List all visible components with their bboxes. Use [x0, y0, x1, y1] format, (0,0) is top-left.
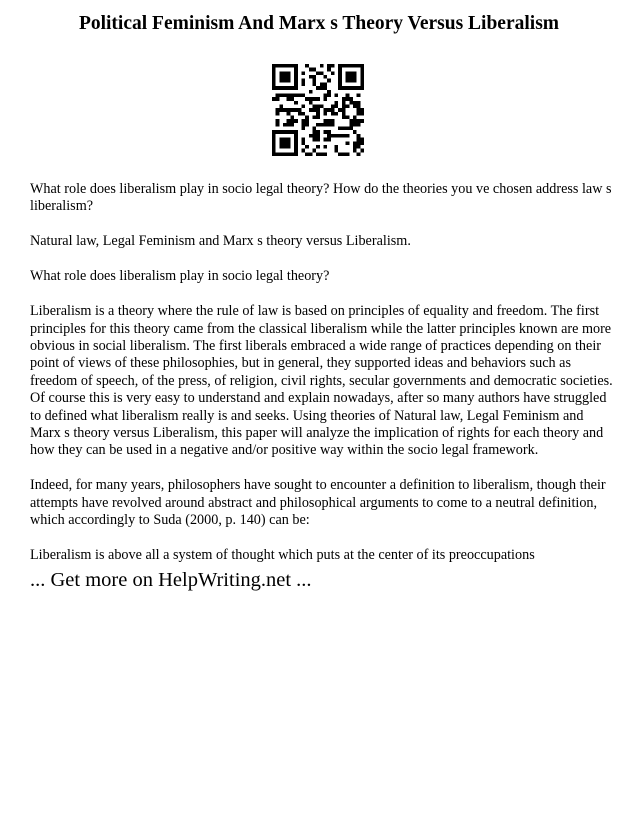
get-more-link[interactable]: ... Get more on HelpWriting.net ... — [30, 569, 312, 591]
qr-code-icon — [272, 64, 364, 156]
paragraph-liberalism-theory: Liberalism is a theory where the rule of law is based on principles of equality and freedom. The first principles for this theory came from the classical liberalism while the latter principles known are more obvious in social liberalism. The first liberals embraced a wide range of practices depending on their point of views of these philosophies, but in general, they supported ideas and behaviors such as freedom of speech, of the press, of religion, civil rights, secular governments and democratic societies. Of course this is very easy to understand and explain nowadays, after so many authors have struggled to defined what liberalism really is and seeks. Using theories of Natural law, Legal Feminism and Marx s theory versus Liberalism, this paper will analyze the implication of rights for each theory and how they can be used in a negative and/or positive way within the socio legal framework. — [30, 303, 613, 459]
paragraph-definition: Indeed, for many years, philosophers have sought to encounter a definition to liberalism, though their attempts have revolved around abstract and philosophical arguments to come to a neutral definition, which accordingly to Suda (2000, p. 140) can be: — [30, 477, 606, 529]
paragraph-subheading: What role does liberalism play in socio legal theory? — [30, 268, 330, 285]
paragraph-quote: Liberalism is above all a system of thought which puts at the center of its preoccupations — [30, 547, 535, 563]
paragraph-question: What role does liberalism play in socio legal theory? How do the theories you ve chosen address law s liberalism? — [30, 181, 612, 215]
document-body — [30, 181, 615, 582]
document-title: Political Feminism And Marx s Theory Versus Liberalism — [78, 13, 560, 34]
paragraph-theories: Natural law, Legal Feminism and Marx s theory versus Liberalism. — [30, 233, 411, 250]
